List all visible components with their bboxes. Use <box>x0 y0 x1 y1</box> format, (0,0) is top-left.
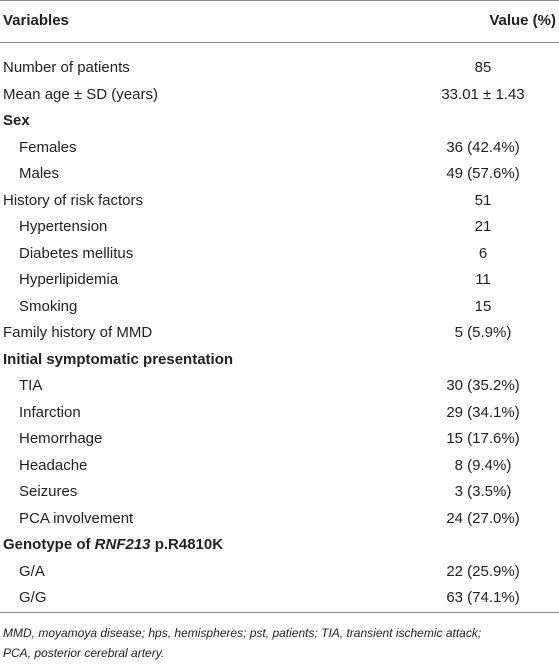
row-value: 8 (9.4%) <box>454 456 512 474</box>
table-row <box>0 585 559 612</box>
row-value: 24 (27.0%) <box>446 509 520 527</box>
table-row <box>0 267 559 294</box>
row-value: 22 (25.9%) <box>446 562 520 580</box>
table-row <box>0 135 559 162</box>
section-label <box>3 536 223 553</box>
row-value: 15 (17.6%) <box>446 430 520 447</box>
row-label: Infarction <box>19 403 81 421</box>
table-bottom-rule <box>0 612 559 613</box>
table-row <box>0 506 559 533</box>
footnote-line: PCA, posterior cerebral artery. <box>3 646 165 660</box>
table-row <box>0 241 559 268</box>
header-value: Value (%) <box>489 12 556 29</box>
row-value: 51 <box>474 191 492 209</box>
table-body <box>0 55 559 612</box>
table-row <box>0 188 559 215</box>
section-label-suffix: p.R4810K <box>150 536 224 553</box>
row-label: Family history of MMD <box>3 324 153 341</box>
section-row-genotype <box>0 532 559 559</box>
row-label: G/A <box>19 562 45 580</box>
gene-name: RNF213 <box>94 536 151 553</box>
row-label: Number of patients <box>3 59 130 76</box>
footnote-line: MMD, moyamoya disease; hps, hemispheres; pst, patients; TIA, transient ischemic attack; <box>3 626 482 640</box>
section-label-prefix: Genotype of <box>3 536 95 553</box>
row-value: 11 <box>475 271 491 288</box>
row-value: 85 <box>474 59 492 76</box>
row-value: 63 (74.1%) <box>446 589 520 606</box>
row-value: 49 (57.6%) <box>446 165 520 182</box>
row-label: Males <box>19 165 60 182</box>
table-row <box>0 479 559 506</box>
row-value: 21 <box>474 218 492 235</box>
section-label: Initial symptomatic presentation <box>3 350 234 368</box>
row-label: Hypertension <box>19 218 108 235</box>
table-row <box>0 214 559 241</box>
table-row <box>0 373 559 400</box>
table-row <box>0 426 559 453</box>
table-row <box>0 559 559 586</box>
section-label: Sex <box>3 112 30 129</box>
table-footnote <box>3 623 555 663</box>
row-value: 29 (34.1%) <box>446 403 520 421</box>
row-label: Females <box>19 138 77 156</box>
table-row <box>0 320 559 347</box>
row-label: Diabetes mellitus <box>19 244 134 262</box>
table-row <box>0 161 559 188</box>
row-label: Seizures <box>19 483 78 500</box>
row-label: Headache <box>19 456 88 474</box>
row-label: Smoking <box>19 297 78 315</box>
table-row <box>0 294 559 321</box>
row-value: 30 (35.2%) <box>446 377 520 394</box>
row-label: TIA <box>19 377 43 394</box>
row-label: Hemorrhage <box>19 430 103 447</box>
table-row <box>0 400 559 427</box>
row-value: 33.01 ± 1.43 <box>441 85 525 103</box>
row-value: 6 <box>478 244 488 262</box>
row-label: Mean age ± SD (years) <box>3 85 158 103</box>
table-row <box>0 82 559 109</box>
header-variables: Variables <box>3 12 69 29</box>
section-row-presentation <box>0 347 559 374</box>
table-row <box>0 55 559 82</box>
row-label: History of risk factors <box>3 191 144 209</box>
row-value: 15 <box>474 297 492 315</box>
table-row <box>0 453 559 480</box>
row-value: 36 (42.4%) <box>446 138 520 156</box>
row-label: G/G <box>19 589 47 606</box>
row-value: 5 (5.9%) <box>454 324 512 341</box>
section-row-sex <box>0 108 559 135</box>
row-label: PCA involvement <box>19 509 134 527</box>
table-header <box>0 0 559 43</box>
row-value: 3 (3.5%) <box>454 483 512 500</box>
row-label: Hyperlipidemia <box>19 271 119 288</box>
